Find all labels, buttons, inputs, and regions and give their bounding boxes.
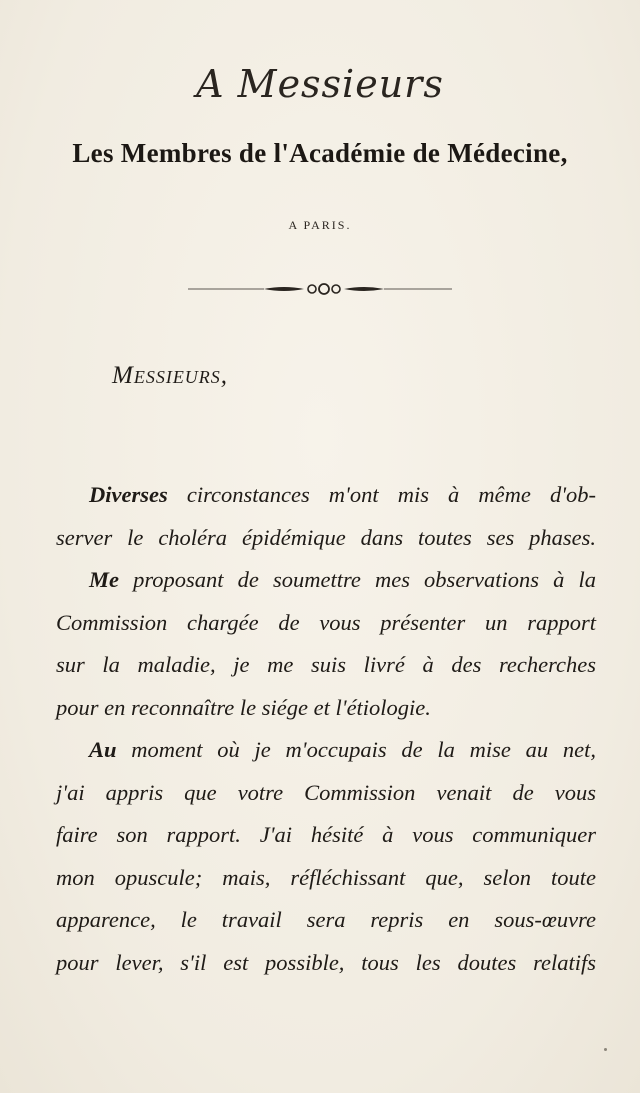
- text-line: server le choléra épidémique dans toutes ses phases.: [56, 524, 596, 550]
- text-line: pour en reconnaître le siége et l'étiologie.: [56, 694, 431, 720]
- text-line-lead: Au: [89, 737, 117, 762]
- text-line: mon opuscule; mais, réfléchissant que, selon toute: [56, 864, 596, 890]
- city-line: A PARIS.: [288, 218, 352, 232]
- text-line-lead: Me: [89, 567, 119, 592]
- text-line: Commission chargée de vous présenter un rapport: [56, 609, 596, 635]
- text-line: [56, 559, 596, 602]
- ornamental-divider: [188, 282, 452, 296]
- text-line-lead: Diverses: [89, 482, 168, 507]
- address-salutation: Messieurs,: [112, 362, 229, 389]
- salutation-heading: A Messieurs: [196, 62, 444, 106]
- text-line-rest: circonstances m'ont mis à même d'ob-: [186, 482, 596, 507]
- text-line: pour lever, s'il est possible, tous les doutes relatifs: [56, 949, 596, 975]
- text-line: [56, 474, 596, 517]
- text-line-rest: moment où je m'occupais de la mise au net,: [131, 737, 597, 762]
- text-line: j'ai appris que votre Commission venait de vous: [56, 779, 596, 805]
- text-line: apparence, le travail sera repris en sous-œuvre: [56, 907, 596, 932]
- text-line: sur la maladie, je me suis livré à des recherches: [56, 652, 596, 677]
- text-line: [56, 729, 596, 772]
- paper-speck: [604, 1048, 607, 1051]
- addressee-heading: Les Membres de l'Académie de Médecine,: [72, 138, 568, 168]
- body-paragraphs: [56, 474, 596, 984]
- text-line-rest: proposant de soumettre mes observations à la: [133, 567, 597, 592]
- text-line: faire son rapport. J'ai hésité à vous communiquer: [56, 822, 596, 847]
